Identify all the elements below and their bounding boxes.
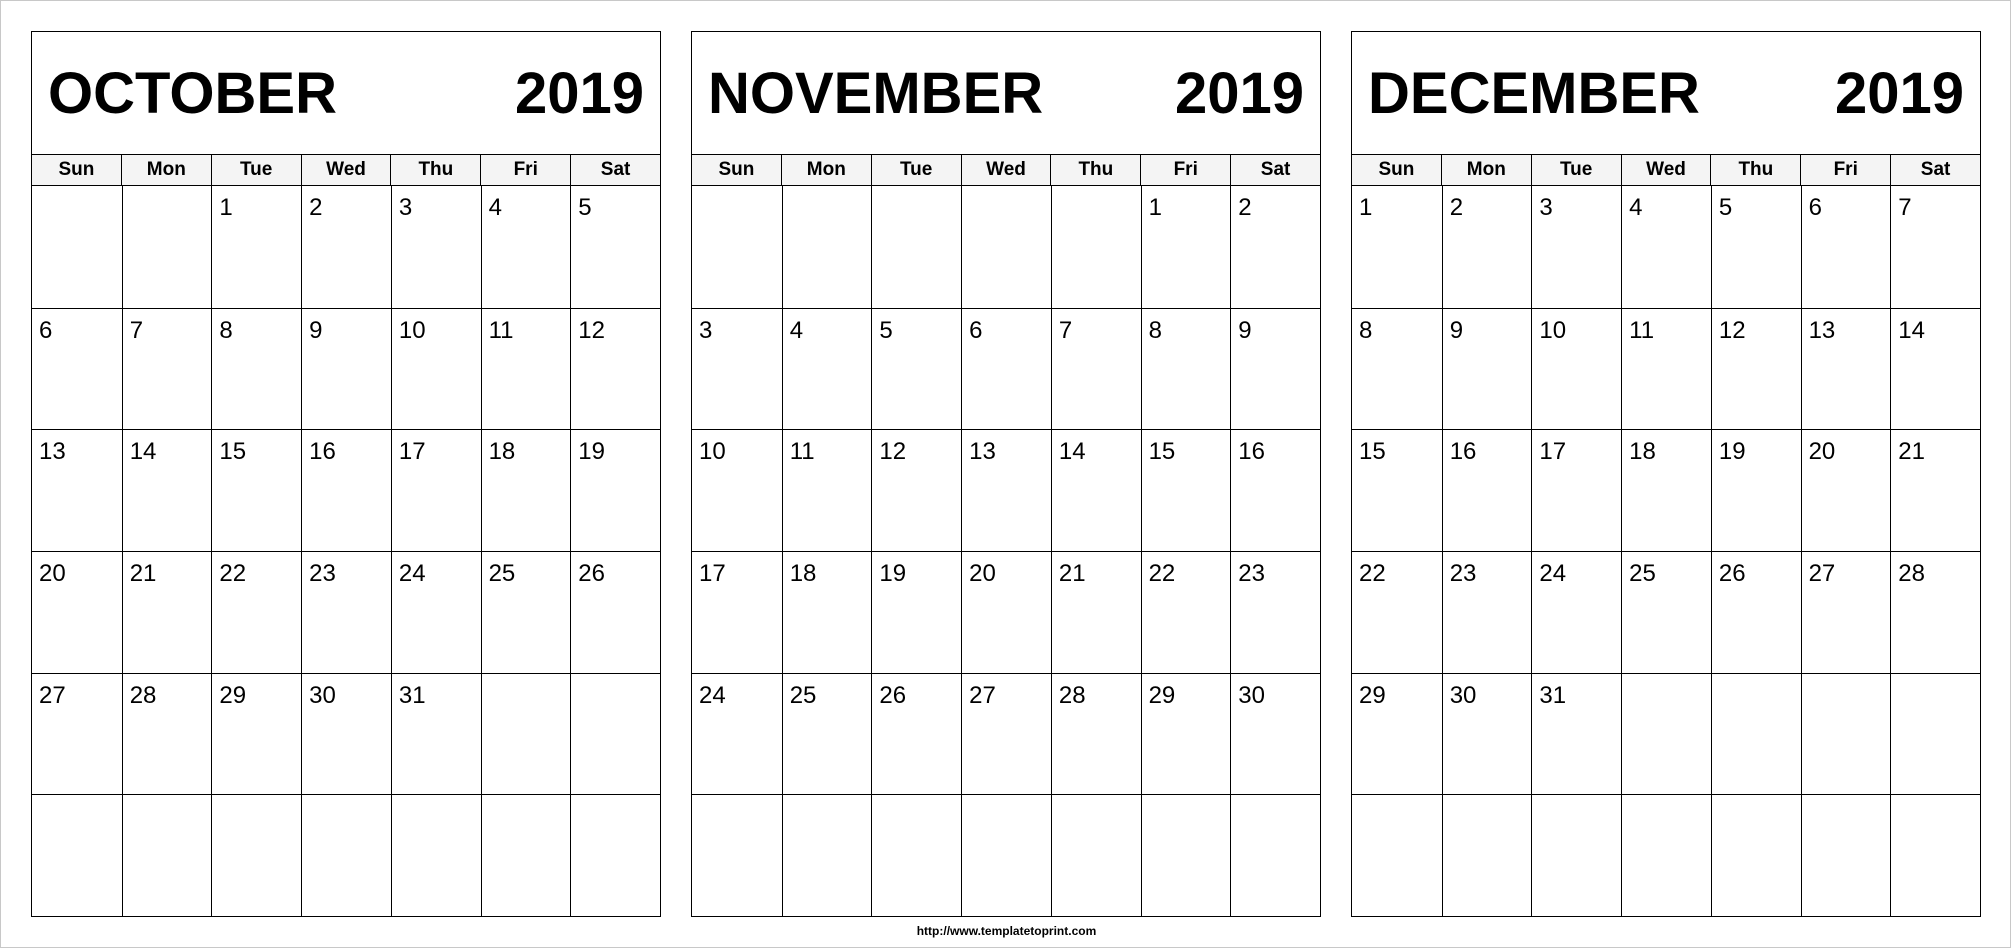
day-cell (1801, 673, 1891, 795)
day-grid (1352, 186, 1980, 916)
day-cell: 7 (122, 308, 212, 430)
day-cell: 21 (1890, 429, 1980, 551)
day-cell: 10 (391, 308, 481, 430)
weekday-label: Fri (480, 155, 570, 185)
day-cell (32, 186, 122, 308)
day-cell: 6 (1801, 186, 1891, 308)
day-cell: 13 (961, 429, 1051, 551)
weekday-label: Mon (121, 155, 211, 185)
weekday-label: Fri (1140, 155, 1230, 185)
day-cell: 10 (1531, 308, 1621, 430)
day-cell: 1 (1141, 186, 1231, 308)
day-cell (1621, 673, 1711, 795)
day-cell: 4 (782, 308, 872, 430)
day-cell: 14 (122, 429, 212, 551)
day-cell (1230, 794, 1320, 916)
calendar-december (1351, 31, 1981, 917)
day-cell: 7 (1051, 308, 1141, 430)
day-cell: 10 (692, 429, 782, 551)
weekday-header-row (692, 155, 1320, 186)
day-cell: 9 (1230, 308, 1320, 430)
day-cell: 26 (1711, 551, 1801, 673)
day-cell: 12 (1711, 308, 1801, 430)
day-cell (1621, 794, 1711, 916)
day-cell: 7 (1890, 186, 1980, 308)
day-cell: 4 (481, 186, 571, 308)
day-cell (961, 794, 1051, 916)
weekday-label: Thu (1050, 155, 1140, 185)
day-cell: 15 (211, 429, 301, 551)
weekday-label: Sun (1378, 159, 1415, 180)
day-cell (1890, 673, 1980, 795)
day-cell: 14 (1890, 308, 1980, 430)
day-cell: 13 (32, 429, 122, 551)
day-cell: 2 (1442, 186, 1532, 308)
footer-url: http://www.templatetoprint.com (916, 924, 1097, 938)
weekday-label: Fri (1800, 155, 1890, 185)
day-cell (1801, 794, 1891, 916)
day-cell (782, 186, 872, 308)
day-cell (122, 794, 212, 916)
day-grid (692, 186, 1320, 916)
day-cell (481, 794, 571, 916)
calendar-november (691, 31, 1321, 917)
day-cell (692, 794, 782, 916)
day-cell: 22 (1141, 551, 1231, 673)
day-cell: 27 (961, 673, 1051, 795)
day-cell: 11 (1621, 308, 1711, 430)
day-cell: 8 (1141, 308, 1231, 430)
year-title: 2019 (1834, 61, 1964, 126)
day-cell (871, 794, 961, 916)
day-cell (961, 186, 1051, 308)
weekday-label: Wed (1621, 155, 1711, 185)
weekday-label: Tue (211, 155, 301, 185)
day-cell: 12 (570, 308, 660, 430)
day-cell: 22 (211, 551, 301, 673)
day-cell (301, 794, 391, 916)
day-cell (481, 673, 571, 795)
day-cell: 31 (1531, 673, 1621, 795)
day-cell: 29 (211, 673, 301, 795)
day-cell: 25 (481, 551, 571, 673)
calendar-header (32, 32, 660, 155)
day-cell: 19 (570, 429, 660, 551)
day-cell: 20 (1801, 429, 1891, 551)
month-title: DECEMBER (1368, 61, 1700, 126)
day-cell: 3 (692, 308, 782, 430)
day-cell: 11 (481, 308, 571, 430)
weekday-label: Wed (301, 155, 391, 185)
day-cell: 25 (782, 673, 872, 795)
day-cell (871, 186, 961, 308)
day-cell: 8 (211, 308, 301, 430)
weekday-label: Wed (961, 155, 1051, 185)
day-cell: 16 (1442, 429, 1532, 551)
day-cell: 18 (782, 551, 872, 673)
day-cell: 30 (301, 673, 391, 795)
day-cell: 1 (1359, 194, 1373, 221)
day-cell: 2 (301, 186, 391, 308)
weekday-label: Sun (718, 159, 755, 180)
day-cell: 8 (1352, 308, 1442, 430)
weekday-label: Thu (1710, 155, 1800, 185)
day-cell (1531, 794, 1621, 916)
day-cell: 24 (1531, 551, 1621, 673)
day-cell: 15 (1141, 429, 1231, 551)
day-cell: 2 (1230, 186, 1320, 308)
day-cell: 31 (391, 673, 481, 795)
day-cell: 18 (1621, 429, 1711, 551)
day-cell: 30 (1442, 673, 1532, 795)
day-cell: 27 (32, 673, 122, 795)
weekday-header-row (32, 155, 660, 186)
calendar-october (31, 31, 661, 917)
day-cell: 3 (391, 186, 481, 308)
day-cell: 20 (32, 551, 122, 673)
weekday-label: Sat (1230, 155, 1320, 185)
day-cell: 24 (391, 551, 481, 673)
day-cell (391, 794, 481, 916)
weekday-label: Sat (570, 155, 660, 185)
day-cell: 17 (391, 429, 481, 551)
weekday-label: Sat (1890, 155, 1980, 185)
day-cell: 29 (1141, 673, 1231, 795)
day-cell (1442, 794, 1532, 916)
day-cell: 14 (1051, 429, 1141, 551)
day-cell: 25 (1621, 551, 1711, 673)
weekday-label: Mon (781, 155, 871, 185)
weekday-label: Mon (1441, 155, 1531, 185)
day-cell (570, 673, 660, 795)
weekday-header-row (1352, 155, 1980, 186)
day-cell: 5 (871, 308, 961, 430)
day-cell: 11 (782, 429, 872, 551)
day-cell: 19 (871, 551, 961, 673)
day-cell: 15 (1352, 429, 1442, 551)
day-cell (32, 794, 122, 916)
day-cell: 16 (1230, 429, 1320, 551)
day-cell (1141, 794, 1231, 916)
day-cell (211, 794, 301, 916)
day-cell: 6 (961, 308, 1051, 430)
day-cell (570, 794, 660, 916)
day-cell: 23 (301, 551, 391, 673)
day-cell (1051, 794, 1141, 916)
day-cell (692, 186, 782, 308)
calendar-header (1352, 32, 1980, 155)
day-cell: 13 (1801, 308, 1891, 430)
day-cell: 28 (1051, 673, 1141, 795)
day-cell: 21 (122, 551, 212, 673)
day-cell: 17 (1531, 429, 1621, 551)
day-cell: 12 (871, 429, 961, 551)
day-cell: 3 (1531, 186, 1621, 308)
day-cell (782, 794, 872, 916)
day-cell: 26 (570, 551, 660, 673)
day-cell (1711, 673, 1801, 795)
day-cell: 16 (301, 429, 391, 551)
year-title: 2019 (1174, 61, 1304, 126)
day-cell: 9 (301, 308, 391, 430)
day-cell (122, 186, 212, 308)
day-cell: 28 (1890, 551, 1980, 673)
day-cell: 30 (1230, 673, 1320, 795)
day-cell: 23 (1230, 551, 1320, 673)
day-cell: 23 (1442, 551, 1532, 673)
month-title: OCTOBER (48, 61, 337, 126)
day-cell: 1 (211, 186, 301, 308)
day-cell (1890, 794, 1980, 916)
month-title: NOVEMBER (708, 61, 1044, 126)
day-cell: 26 (871, 673, 961, 795)
calendar-header (692, 32, 1320, 155)
day-grid (32, 186, 660, 916)
day-cell: 5 (1711, 186, 1801, 308)
day-cell: 4 (1621, 186, 1711, 308)
day-cell: 5 (570, 186, 660, 308)
day-cell: 18 (481, 429, 571, 551)
day-cell: 20 (961, 551, 1051, 673)
day-cell (1711, 794, 1801, 916)
day-cell (1352, 794, 1442, 916)
day-cell: 21 (1051, 551, 1141, 673)
weekday-label: Tue (1531, 155, 1621, 185)
day-cell: 19 (1711, 429, 1801, 551)
day-cell: 22 (1352, 551, 1442, 673)
day-cell: 24 (692, 673, 782, 795)
day-cell: 6 (32, 308, 122, 430)
day-cell: 17 (692, 551, 782, 673)
day-cell: 28 (122, 673, 212, 795)
weekday-label: Tue (871, 155, 961, 185)
weekday-label: Sun (58, 159, 95, 180)
day-cell: 29 (1352, 673, 1442, 795)
day-cell: 27 (1801, 551, 1891, 673)
day-cell (1051, 186, 1141, 308)
year-title: 2019 (514, 61, 644, 126)
day-cell: 9 (1442, 308, 1532, 430)
weekday-label: Thu (390, 155, 480, 185)
